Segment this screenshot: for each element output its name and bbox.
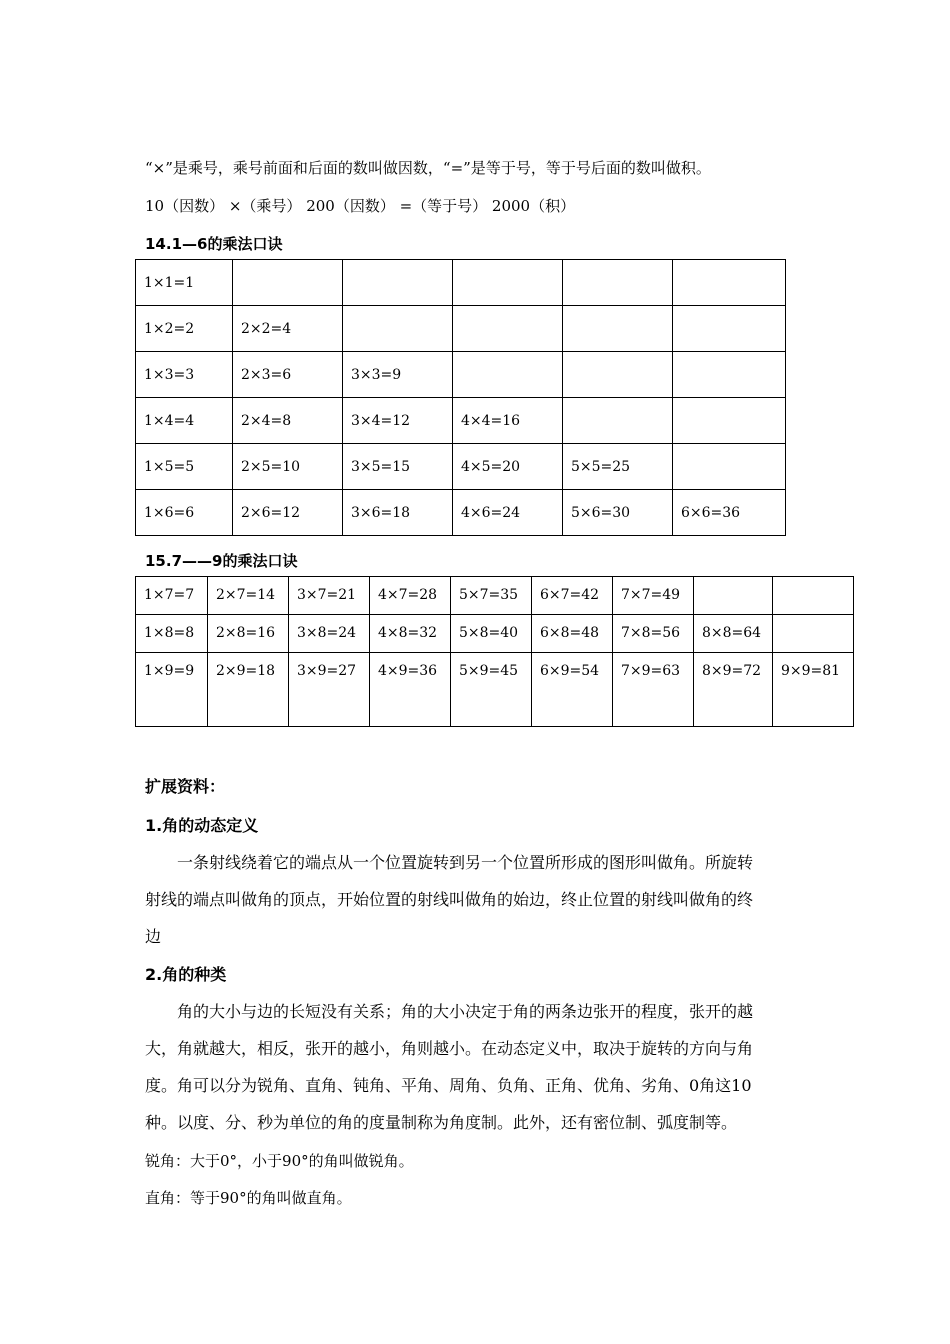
section-1-line: 边 bbox=[145, 927, 162, 946]
table-row bbox=[136, 577, 854, 615]
table-cell: 3×5=15 bbox=[343, 444, 453, 490]
table-row bbox=[136, 352, 786, 398]
table-cell bbox=[453, 260, 563, 306]
table-row bbox=[136, 306, 786, 352]
table-cell: 8×9=72 bbox=[694, 653, 773, 727]
intro-line-2: 10（因数） ×（乘号） 200（因数） =（等于号） 2000（积） bbox=[145, 197, 576, 215]
table-cell bbox=[773, 577, 854, 615]
extension-title: 扩展资料： bbox=[145, 777, 226, 796]
acute-angle-definition: 锐角：大于0°，小于90°的角叫做锐角。 bbox=[145, 1152, 414, 1170]
multiplication-table-1-6 bbox=[135, 259, 786, 536]
table-cell bbox=[343, 306, 453, 352]
table-cell bbox=[453, 306, 563, 352]
table-cell: 4×5=20 bbox=[453, 444, 563, 490]
intro-line-1: “×”是乘号，乘号前面和后面的数叫做因数，“=”是等于号，等于号后面的数叫做积。 bbox=[145, 159, 711, 177]
table-cell bbox=[773, 615, 854, 653]
table-cell: 3×9=27 bbox=[289, 653, 370, 727]
section-1-line: 射线的端点叫做角的顶点，开始位置的射线叫做角的始边，终止位置的射线叫做角的终 bbox=[145, 890, 754, 909]
table-row bbox=[136, 615, 854, 653]
table-cell: 7×8=56 bbox=[613, 615, 694, 653]
table-cell: 3×8=24 bbox=[289, 615, 370, 653]
table-cell bbox=[694, 577, 773, 615]
table-cell: 3×7=21 bbox=[289, 577, 370, 615]
section-1-title: 1.角的动态定义 bbox=[145, 816, 259, 835]
table-cell bbox=[233, 260, 343, 306]
table-cell bbox=[673, 306, 786, 352]
table-cell: 1×7=7 bbox=[136, 577, 208, 615]
table-cell: 6×8=48 bbox=[532, 615, 613, 653]
section-2-line: 大，角就越大，相反，张开的越小，角则越小。在动态定义中，取决于旋转的方向与角 bbox=[145, 1039, 754, 1058]
table-cell: 3×4=12 bbox=[343, 398, 453, 444]
table-cell: 7×9=63 bbox=[613, 653, 694, 727]
table-cell: 4×8=32 bbox=[370, 615, 451, 653]
table-cell bbox=[563, 398, 673, 444]
table-cell: 5×5=25 bbox=[563, 444, 673, 490]
right-angle-definition: 直角：等于90°的角叫做直角。 bbox=[145, 1189, 352, 1207]
table-cell bbox=[673, 398, 786, 444]
table-cell: 2×2=4 bbox=[233, 306, 343, 352]
table-cell bbox=[563, 306, 673, 352]
table-row bbox=[136, 653, 854, 727]
table-cell: 4×4=16 bbox=[453, 398, 563, 444]
table-cell: 1×2=2 bbox=[136, 306, 233, 352]
table-cell: 6×7=42 bbox=[532, 577, 613, 615]
table-cell: 4×7=28 bbox=[370, 577, 451, 615]
section-2-line: 角的大小与边的长短没有关系；角的大小决定于角的两条边张开的程度，张开的越 bbox=[145, 1002, 754, 1021]
table-cell: 1×4=4 bbox=[136, 398, 233, 444]
table-row bbox=[136, 260, 786, 306]
table-cell bbox=[673, 260, 786, 306]
table-cell bbox=[453, 352, 563, 398]
table-cell bbox=[563, 260, 673, 306]
table-row bbox=[136, 398, 786, 444]
section-1-line: 一条射线绕着它的端点从一个位置旋转到另一个位置所形成的图形叫做角。所旋转 bbox=[145, 853, 754, 872]
table-cell: 3×6=18 bbox=[343, 490, 453, 536]
table-cell: 2×6=12 bbox=[233, 490, 343, 536]
table-cell: 3×3=9 bbox=[343, 352, 453, 398]
table-cell: 4×6=24 bbox=[453, 490, 563, 536]
table2-heading: 15.7——9的乘法口诀 bbox=[145, 552, 298, 570]
table-cell: 4×9=36 bbox=[370, 653, 451, 727]
table-cell: 1×9=9 bbox=[136, 653, 208, 727]
table-cell bbox=[563, 352, 673, 398]
table-row bbox=[136, 444, 786, 490]
table-cell: 9×9=81 bbox=[773, 653, 854, 727]
table-cell: 1×5=5 bbox=[136, 444, 233, 490]
section-2-line: 度。角可以分为锐角、直角、钝角、平角、周角、负角、正角、优角、劣角、0角这10 bbox=[145, 1076, 752, 1095]
table-cell: 2×7=14 bbox=[208, 577, 289, 615]
table-cell: 7×7=49 bbox=[613, 577, 694, 615]
table-cell: 2×8=16 bbox=[208, 615, 289, 653]
table-cell bbox=[673, 352, 786, 398]
table-row bbox=[136, 490, 786, 536]
table-cell: 5×9=45 bbox=[451, 653, 532, 727]
table-cell: 2×3=6 bbox=[233, 352, 343, 398]
table-cell: 6×9=54 bbox=[532, 653, 613, 727]
table-cell: 6×6=36 bbox=[673, 490, 786, 536]
table-cell: 5×8=40 bbox=[451, 615, 532, 653]
table-cell: 8×8=64 bbox=[694, 615, 773, 653]
section-2-line: 种。以度、分、秒为单位的角的度量制称为角度制。此外，还有密位制、弧度制等。 bbox=[145, 1113, 738, 1132]
table-cell: 2×4=8 bbox=[233, 398, 343, 444]
table-cell: 5×6=30 bbox=[563, 490, 673, 536]
table-cell: 1×6=6 bbox=[136, 490, 233, 536]
table-cell: 1×8=8 bbox=[136, 615, 208, 653]
table-cell: 1×1=1 bbox=[136, 260, 233, 306]
section-2-title: 2.角的种类 bbox=[145, 965, 227, 984]
table-cell bbox=[343, 260, 453, 306]
table1-heading: 14.1—6的乘法口诀 bbox=[145, 235, 283, 253]
multiplication-table-7-9 bbox=[135, 576, 854, 727]
table-cell bbox=[673, 444, 786, 490]
table-cell: 5×7=35 bbox=[451, 577, 532, 615]
table-cell: 2×5=10 bbox=[233, 444, 343, 490]
table-cell: 1×3=3 bbox=[136, 352, 233, 398]
table-cell: 2×9=18 bbox=[208, 653, 289, 727]
